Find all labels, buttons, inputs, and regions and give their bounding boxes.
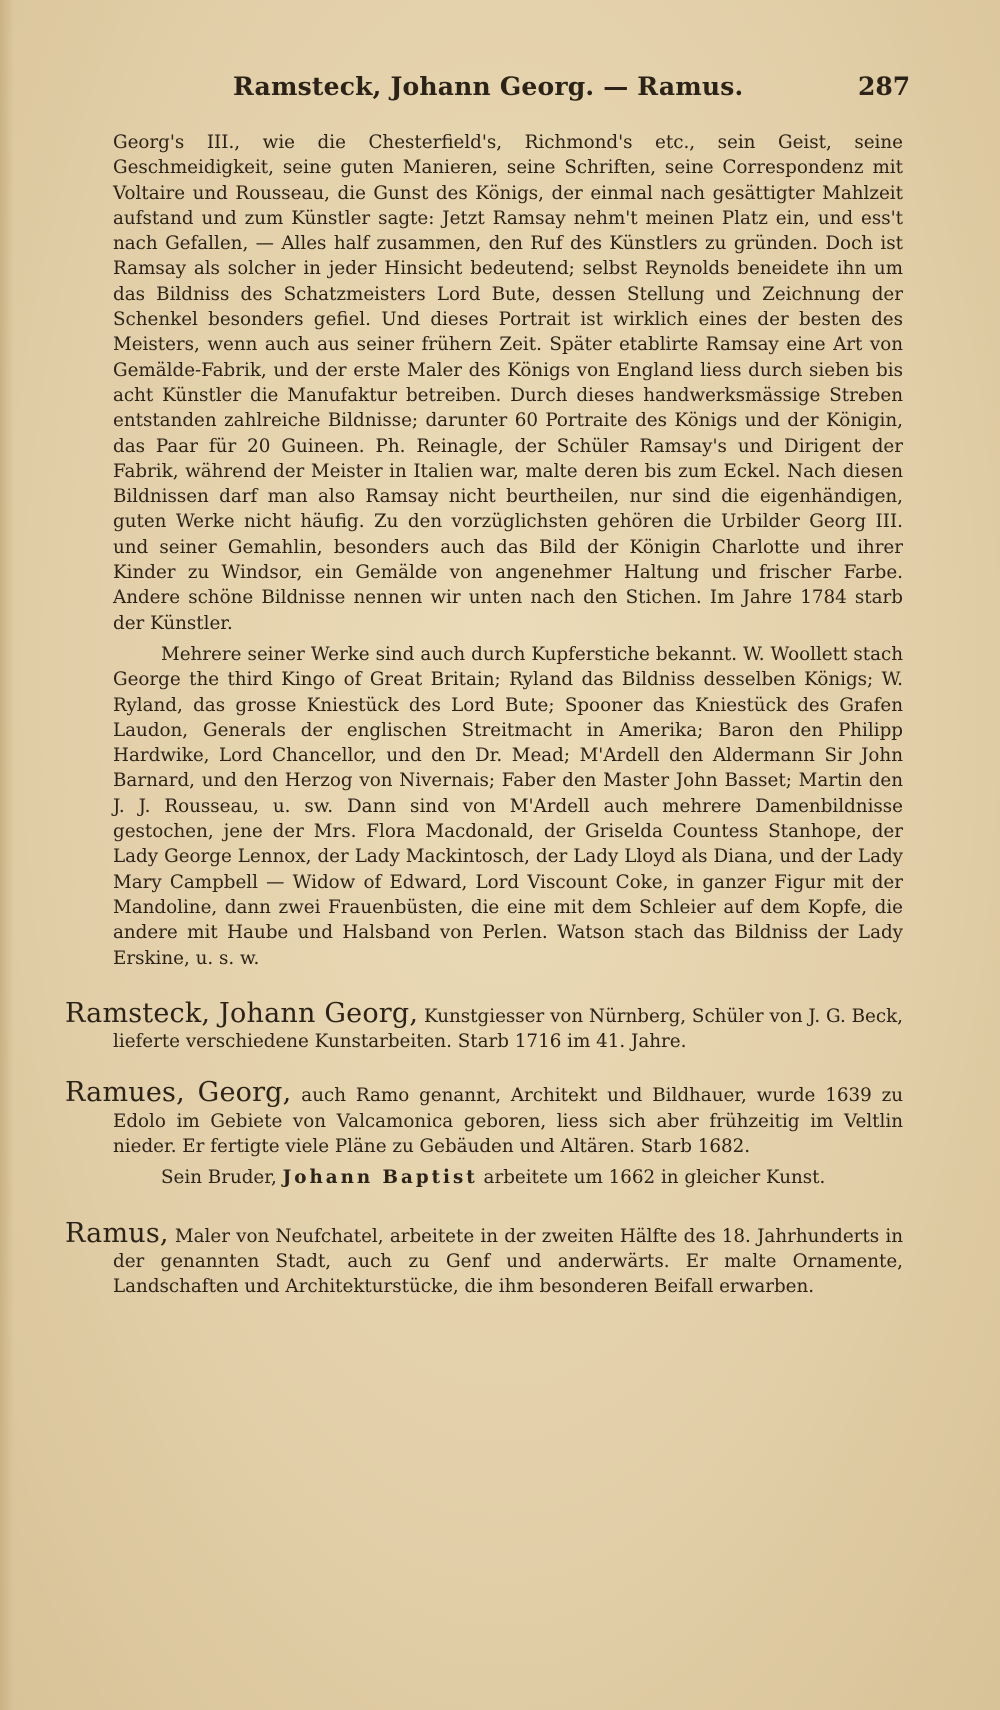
entry-ramsteck [65,997,903,1055]
entry-ramues [65,1077,903,1159]
page-number: 287 [858,72,911,101]
ramsay-engravings-paragraph: Mehrere seiner Werke sind auch durch Kupferstiche bekannt. W. Woollett stach George the third Kingo of Great Britain; Ryland das Bildniss desselben Königs; W. Ryland, das grosse Kniestück des Lord Bute; Spooner das Kniestück des Grafen Laudon, Generals der englischen Streitmacht in Amerika; Baron den Philipp Hardwike, Lord Chancellor, und den Dr. Mead; M'Ardell den Aldermann Sir John Barnard, und den Herzog von Nivernais; Faber den Master John Basset; Martin den J. J. Rousseau, u. sw. Dann sind von M'Ardell auch mehrere Damenbildnisse gestochen, jene der Mrs. Flora Macdonald, der Griselda Countess Stanhope, der Lady George Lennox, der Lady Mackintosch, der Lady Lloyd als Diana, und der Lady Mary Campbell — Widow of Edward, Lord Viscount Coke, in ganzer Figur mit der Mandoline, dann zwei Frauenbüsten, die eine mit dem Schleier auf dem Kopfe, die andere mit Haube und Halsband von Perlen. Watson stach das Bildniss der Lady Erskine, u. s. w. [113,643,903,969]
entry-headword: Ramsteck, Johann Georg, [65,997,419,1029]
brother-text: arbeitete um 1662 in gleicher Kunst. [477,1167,826,1189]
entry-text: Maler von Neufchatel, arbeitete in der zweiten Hälfte des 18. Jahrhunderts in der genannten Stadt, auch zu Genf und anderwärts. Er malte Ornamente, Landschaften und Architekturstücke, die ihm besonderen Beifall erwarben. [113,1225,903,1298]
running-head: Ramsteck, Johann Georg. — Ramus. [233,72,744,101]
entry-headword: Ramues, Georg, [65,1077,292,1109]
brother-name: Johann Baptist [282,1167,478,1189]
ramues-brother-paragraph [113,1165,903,1190]
entry-text: auch Ramo genannt, Architekt und Bildhauer, wurde 1639 zu Edolo im Gebiete von Valcamonica geboren, liess sich aber frühzeitig im Veltlin nieder. Er fertigte viele Pläne zu Gebäuden und Altären. Starb 1682. [113,1085,903,1157]
entry-text: Kunstgiesser von Nürnberg, Schüler von J. G. Beck, lieferte verschiedene Kunstarbeiten. Starb 1716 im 41. Jahre. [113,1005,903,1053]
page-body [65,130,903,1299]
ramsay-continuation-paragraph: Georg's III., wie die Chesterfield's, Richmond's etc., sein Geist, seine Geschmeidigkeit, seine guten Manieren, seine Schriften, seine Correspondenz mit Voltaire und Rousseau, die Gunst des Königs, der einmal nach gesättigter Mahlzeit aufstand und zum Künstler sagte: Jetzt Ramsay nehm't meinen Platz ein, und ess't nach Gefallen, — Alles half zusammen, den Ruf des Künstlers zu gründen. Doch ist Ramsay als solcher in jeder Hinsicht bedeutend; selbst Reynolds beneidete ihn um das Bildniss des Schatzmeisters Lord Bute, dessen Stellung und Zeichnung der Schenkel besonders gefiel. Und dieses Portrait ist wirklich eines der besten des Meisters, wenn auch aus seiner frühern Zeit. Später etablirte Ramsay eine Art von Gemälde-Fabrik, und der erste Maler des Königs von England liess durch sieben bis acht Künstler die Manufaktur betreiben. Durch dieses handwerksmässige Streben entstanden zahlreiche Bildnisse; darunter 60 Portraite des Königs und der Königin, das Paar für 20 Guineen. Ph. Reinagle, der Schüler Ramsay's und Dirigent der Fabrik, während der Meister in Italien war, malte deren bis zum Eckel. Nach diesen Bildnissen darf man also Ramsay nicht beurtheilen, nur sind die eigenhändigen, guten Werke nicht häufig. Zu den vorzüglichsten gehören die Urbilder Georg III. und seiner Gemahlin, besonders auch das Bild der Königin Charlotte und ihrer Kinder zu Windsor, ein Gemälde von angenehmer Haltung und frischer Farbe. Andere schöne Bildnisse nennen wir unten nach den Stichen. Im Jahre 1784 starb der Künstler. [113,132,903,634]
entry-headword: Ramus, [65,1217,169,1249]
brother-prefix: Sein Bruder, [161,1167,283,1189]
entry-ramus [65,1217,903,1300]
page-header [0,72,1000,112]
